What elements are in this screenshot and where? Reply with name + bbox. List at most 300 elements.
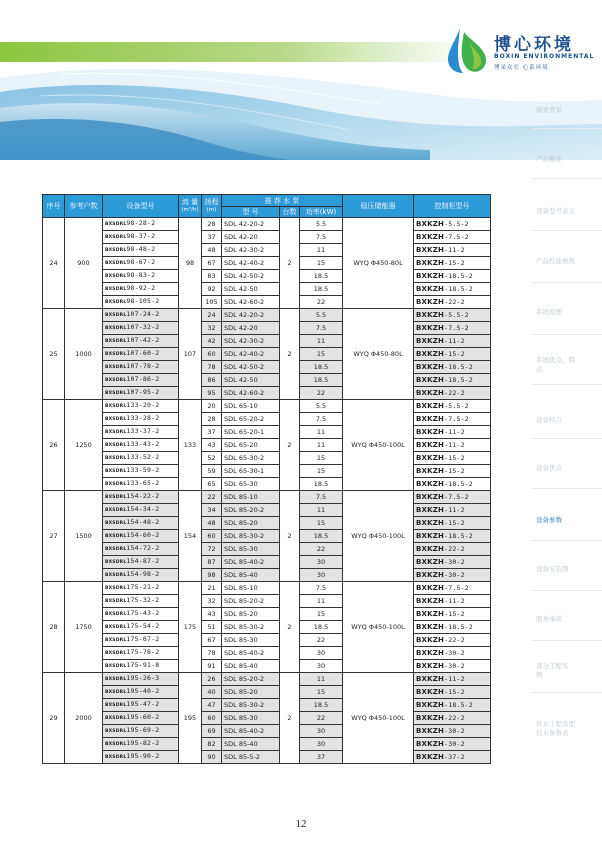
nav-item-advantages[interactable]: 系统优点、特点 — [536, 356, 575, 373]
nav-item-model-meaning[interactable]: 设备型号意义 — [536, 207, 575, 215]
model-prefix: BXSDRL — [105, 248, 127, 253]
nav-item-background[interactable]: 研发背景 — [536, 106, 562, 114]
cell-model — [103, 569, 179, 582]
model-value: 195-82-2 — [126, 739, 160, 747]
cell-pump-model: SDL 42-50 — [222, 283, 280, 296]
cell-model — [103, 530, 179, 543]
nav-item-service[interactable]: 服务承诺 — [536, 615, 562, 623]
cell-pump-power: 30 — [300, 660, 343, 673]
cell-pump-power: 7.5 — [300, 322, 343, 335]
cell-model — [103, 218, 179, 231]
col-header-head-unit: (m) — [206, 207, 217, 213]
cell-tank: WYQ Φ450-80L — [343, 218, 414, 309]
cell-pump-model: SDL 65-20-1 — [222, 426, 280, 439]
nav-item-performance[interactable]: 产品性能参数 — [536, 257, 575, 265]
model-value: 98-67-2 — [126, 258, 156, 266]
cell-pump-power: 30 — [300, 647, 343, 660]
cabinet-value: -22-2 — [444, 636, 465, 644]
model-value: 154-22-2 — [126, 492, 160, 500]
cabinet-value: -7.5-2 — [444, 584, 469, 592]
cell-head: 65 — [202, 478, 222, 491]
cabinet-prefix: BXKZH — [416, 610, 445, 618]
cell-cabinet — [414, 595, 491, 608]
cabinet-value: -37-2 — [444, 753, 465, 761]
cell-cabinet — [414, 569, 491, 582]
model-value: 133-43-2 — [126, 440, 160, 448]
cabinet-prefix: BXKZH — [416, 363, 445, 371]
model-prefix: BXSDRL — [105, 716, 127, 721]
table-row — [43, 283, 491, 296]
cell-cabinet — [414, 621, 491, 634]
cabinet-value: -11-2 — [444, 246, 465, 254]
table-row — [43, 725, 491, 738]
cell-flow: 175 — [179, 582, 202, 673]
table-row — [43, 595, 491, 608]
model-prefix: BXSDRL — [105, 443, 127, 448]
model-prefix: BXSDRL — [105, 690, 127, 695]
cabinet-prefix: BXKZH — [416, 636, 445, 644]
model-value: 133-52-2 — [126, 453, 160, 461]
cabinet-value: -15-2 — [444, 519, 465, 527]
cell-tank: WYQ Φ450-100L — [343, 491, 414, 582]
model-value: 154-60-2 — [126, 531, 160, 539]
col-header-households: 参考户数 — [65, 195, 103, 218]
cabinet-prefix: BXKZH — [416, 415, 445, 423]
cell-pump-power: 22 — [300, 712, 343, 725]
table-row — [43, 660, 491, 673]
cell-model — [103, 556, 179, 569]
cell-pump-model: SDL 85-30-2 — [222, 621, 280, 634]
nav-item-principle[interactable]: 系统原理 — [536, 308, 562, 316]
cabinet-prefix: BXKZH — [416, 480, 445, 488]
cell-cabinet — [414, 413, 491, 426]
cell-model — [103, 712, 179, 725]
cell-head: 28 — [202, 413, 222, 426]
cell-pump-count: 2 — [280, 309, 300, 400]
cell-model — [103, 439, 179, 452]
table-row — [43, 699, 491, 712]
cell-head: 69 — [202, 725, 222, 738]
cell-cabinet — [414, 699, 491, 712]
cell-pump-model: SDL 85-10 — [222, 582, 280, 595]
cell-head: 78 — [202, 647, 222, 660]
model-prefix: BXSDRL — [105, 755, 127, 760]
cell-head: 105 — [202, 296, 222, 309]
cell-seq: 24 — [43, 218, 65, 309]
cell-households: 1250 — [65, 400, 103, 491]
cell-pump-power: 11 — [300, 595, 343, 608]
cell-pump-power: 15 — [300, 452, 343, 465]
cabinet-value: -18.5-2 — [444, 363, 473, 371]
nav-divider — [532, 230, 602, 231]
cabinet-prefix: BXKZH — [416, 272, 445, 280]
cell-pump-model: SDL 42-20 — [222, 322, 280, 335]
cell-head: 21 — [202, 582, 222, 595]
cell-model — [103, 491, 179, 504]
cabinet-value: -18.5-2 — [444, 623, 473, 631]
model-prefix: BXSDRL — [105, 703, 127, 708]
cell-cabinet — [414, 582, 491, 595]
cell-cabinet — [414, 751, 491, 764]
nav-divider — [532, 128, 602, 129]
cell-pump-power: 15 — [300, 348, 343, 361]
cell-pump-model: SDL 42-40-2 — [222, 348, 280, 361]
cell-pump-power: 5.5 — [300, 309, 343, 322]
table-row — [43, 647, 491, 660]
table-row — [43, 712, 491, 725]
model-prefix: BXSDRL — [105, 235, 127, 240]
cell-model — [103, 270, 179, 283]
cell-cabinet — [414, 322, 491, 335]
cell-pump-model: SDL 42-60-2 — [222, 387, 280, 400]
table-row — [43, 439, 491, 452]
table-row — [43, 517, 491, 530]
model-prefix: BXSDRL — [105, 287, 127, 292]
cabinet-prefix: BXKZH — [416, 545, 445, 553]
cell-head: 98 — [202, 569, 222, 582]
model-prefix: BXSDRL — [105, 456, 127, 461]
model-value: 133-20-2 — [126, 401, 160, 409]
cell-head: 28 — [202, 218, 222, 231]
cell-cabinet — [414, 218, 491, 231]
cell-cabinet — [414, 244, 491, 257]
col-header-flow-unit: (m³/h) — [181, 207, 199, 213]
cell-head: 67 — [202, 257, 222, 270]
cabinet-prefix: BXKZH — [416, 662, 445, 670]
cell-head: 42 — [202, 335, 222, 348]
cell-head: 37 — [202, 426, 222, 439]
model-value: 195-40-2 — [126, 687, 160, 695]
cabinet-value: -15-2 — [444, 610, 465, 618]
side-nav — [532, 100, 602, 800]
model-prefix: BXSDRL — [105, 391, 127, 396]
table-row — [43, 673, 491, 686]
model-value: 133-59-2 — [126, 466, 160, 474]
cell-cabinet — [414, 439, 491, 452]
nav-divider — [532, 640, 602, 641]
cell-model — [103, 673, 179, 686]
cell-pump-model: SDL 85-20-2 — [222, 595, 280, 608]
cell-model — [103, 361, 179, 374]
cell-pump-model: SDL 42-20 — [222, 231, 280, 244]
model-prefix: BXSDRL — [105, 651, 127, 656]
model-prefix: BXSDRL — [105, 534, 127, 539]
cell-pump-model: SDL 65-30 — [222, 478, 280, 491]
nav-item-merits[interactable]: 设备优点 — [536, 464, 562, 472]
cell-cabinet — [414, 556, 491, 569]
nav-item-overview[interactable]: 产品概述 — [536, 155, 562, 163]
cabinet-prefix: BXKZH — [416, 467, 445, 475]
cabinet-prefix: BXKZH — [416, 311, 445, 319]
cabinet-prefix: BXKZH — [416, 350, 445, 358]
cell-model — [103, 504, 179, 517]
cabinet-prefix: BXKZH — [416, 454, 445, 462]
cell-tank: WYQ Φ450-100L — [343, 400, 414, 491]
cell-pump-model: SDL 65-20-2 — [222, 413, 280, 426]
model-value: 133-37-2 — [126, 427, 160, 435]
cabinet-prefix: BXKZH — [416, 688, 445, 696]
cabinet-value: -7.5-2 — [444, 415, 469, 423]
cell-pump-model: SDL 85-20-2 — [222, 673, 280, 686]
model-value: 195-47-2 — [126, 700, 160, 708]
cell-pump-model: SDL 42-40-2 — [222, 257, 280, 270]
water-drop-logo-icon — [446, 26, 490, 74]
cabinet-value: -15-2 — [444, 688, 465, 696]
cell-cabinet — [414, 257, 491, 270]
cell-model — [103, 309, 179, 322]
model-prefix: BXSDRL — [105, 508, 127, 513]
cell-pump-model: SDL 42-60-2 — [222, 296, 280, 309]
model-value: 107-86-2 — [126, 375, 160, 383]
col-header-head — [202, 195, 222, 218]
model-prefix: BXSDRL — [105, 365, 127, 370]
cell-model — [103, 725, 179, 738]
cell-head: 48 — [202, 244, 222, 257]
cabinet-value: -22-2 — [444, 389, 465, 397]
model-prefix: BXSDRL — [105, 222, 127, 227]
nav-divider — [532, 282, 602, 283]
cell-head: 22 — [202, 491, 222, 504]
col-header-tank: 稳压储能器 — [343, 195, 414, 218]
cell-pump-power: 11 — [300, 504, 343, 517]
cell-pump-model: SDL 42-30-2 — [222, 335, 280, 348]
cell-pump-model: SDL 85-20 — [222, 686, 280, 699]
cabinet-prefix: BXKZH — [416, 428, 445, 436]
table-row — [43, 738, 491, 751]
cell-model — [103, 543, 179, 556]
cell-pump-count: 2 — [280, 673, 300, 764]
cell-pump-model: SDL 65-20 — [222, 439, 280, 452]
cabinet-value: -22-2 — [444, 714, 465, 722]
nav-item-parameters[interactable]: 设备参数 — [536, 516, 562, 524]
cell-pump-power: 15 — [300, 608, 343, 621]
cell-seq: 28 — [43, 582, 65, 673]
cell-pump-power: 30 — [300, 556, 343, 569]
cabinet-prefix: BXKZH — [416, 558, 445, 566]
model-value: 107-95-2 — [126, 388, 160, 396]
cell-pump-power: 18.5 — [300, 621, 343, 634]
cabinet-prefix: BXKZH — [416, 389, 445, 397]
cell-pump-power: 30 — [300, 569, 343, 582]
table-row — [43, 608, 491, 621]
model-value: 107-42-2 — [126, 336, 160, 344]
nav-divider — [532, 178, 602, 179]
nav-item-installation[interactable]: 设备安装图 — [536, 565, 569, 573]
cell-cabinet — [414, 686, 491, 699]
cabinet-prefix: BXKZH — [416, 571, 445, 579]
cell-cabinet — [414, 361, 491, 374]
cell-head: 78 — [202, 361, 222, 374]
cell-model — [103, 413, 179, 426]
cell-tank: WYQ Φ450-100L — [343, 673, 414, 764]
model-prefix: BXSDRL — [105, 664, 127, 669]
table-row — [43, 543, 491, 556]
cell-pump-count: 2 — [280, 582, 300, 673]
cell-head: 60 — [202, 712, 222, 725]
model-prefix: BXSDRL — [105, 560, 127, 565]
nav-item-features[interactable]: 设备特点 — [536, 416, 562, 424]
cell-head: 60 — [202, 530, 222, 543]
cell-pump-power: 7.5 — [300, 231, 343, 244]
col-header-pump-count: 台数 — [280, 207, 300, 218]
cell-head: 67 — [202, 634, 222, 647]
table-row — [43, 218, 491, 231]
cell-cabinet — [414, 517, 491, 530]
table-row — [43, 296, 491, 309]
model-value: 133-65-2 — [126, 479, 160, 487]
brand-name-en: BOXIN ENVIRONMENTAL — [494, 53, 595, 60]
model-value: 98-48-2 — [126, 245, 156, 253]
model-value: 98-105-2 — [126, 297, 160, 305]
cabinet-prefix: BXKZH — [416, 324, 445, 332]
table-row — [43, 426, 491, 439]
cabinet-value: -15-2 — [444, 467, 465, 475]
cell-pump-model: SDL 85-40 — [222, 569, 280, 582]
cabinet-value: -30-2 — [444, 649, 465, 657]
model-prefix: BXSDRL — [105, 495, 127, 500]
cell-pump-model: SDL 42-30-2 — [222, 244, 280, 257]
cabinet-value: -11-2 — [444, 337, 465, 345]
cell-head: 82 — [202, 738, 222, 751]
cabinet-prefix: BXKZH — [416, 402, 445, 410]
cell-pump-power: 18.5 — [300, 530, 343, 543]
cell-pump-model: SDL 65-30-2 — [222, 452, 280, 465]
model-value: 107-78-2 — [126, 362, 160, 370]
nav-item-selection[interactable]: 供水工程选型技术参数表 — [536, 720, 575, 737]
model-value: 98-28-2 — [126, 219, 156, 227]
cell-head: 48 — [202, 517, 222, 530]
cell-model — [103, 517, 179, 530]
table-row — [43, 361, 491, 374]
cell-pump-power: 18.5 — [300, 699, 343, 712]
cabinet-prefix: BXKZH — [416, 506, 445, 514]
table-row — [43, 348, 491, 361]
model-prefix: BXSDRL — [105, 638, 127, 643]
table-row — [43, 374, 491, 387]
cell-head: 95 — [202, 387, 222, 400]
cabinet-value: -5.5-2 — [444, 311, 469, 319]
cabinet-value: -7.5-2 — [444, 233, 469, 241]
model-value: 154-34-2 — [126, 505, 160, 513]
model-value: 195-26-3 — [126, 674, 160, 682]
cabinet-value: -30-2 — [444, 558, 465, 566]
cell-model — [103, 452, 179, 465]
cell-pump-power: 11 — [300, 335, 343, 348]
cabinet-prefix: BXKZH — [416, 727, 445, 735]
cell-cabinet — [414, 283, 491, 296]
cabinet-value: -5.5-2 — [444, 220, 469, 228]
cell-flow: 133 — [179, 400, 202, 491]
model-value: 154-98-2 — [126, 570, 160, 578]
model-prefix: BXSDRL — [105, 677, 127, 682]
cell-head: 87 — [202, 556, 222, 569]
table-row — [43, 569, 491, 582]
nav-divider — [532, 334, 602, 335]
nav-divider — [532, 692, 602, 693]
cell-pump-model: SDL 85-40-2 — [222, 725, 280, 738]
table-row — [43, 413, 491, 426]
cabinet-prefix: BXKZH — [416, 532, 445, 540]
page-number: 12 — [295, 818, 307, 830]
cell-pump-power: 5.5 — [300, 218, 343, 231]
cabinet-prefix: BXKZH — [416, 740, 445, 748]
cabinet-value: -15-2 — [444, 259, 465, 267]
cell-pump-model: SDL 65-10 — [222, 400, 280, 413]
cell-pump-model: SDL 42-50-2 — [222, 361, 280, 374]
cell-model — [103, 478, 179, 491]
col-header-seq: 序号 — [43, 195, 65, 218]
cabinet-prefix: BXKZH — [416, 246, 445, 254]
cell-pump-model: SDL 85-40 — [222, 660, 280, 673]
model-prefix: BXSDRL — [105, 742, 127, 747]
model-value: 107-60-2 — [126, 349, 160, 357]
cabinet-prefix: BXKZH — [416, 649, 445, 657]
cabinet-value: -5.5-2 — [444, 402, 469, 410]
cabinet-prefix: BXKZH — [416, 337, 445, 345]
cell-flow: 107 — [179, 309, 202, 400]
cabinet-prefix: BXKZH — [416, 376, 445, 384]
cell-tank: WYQ Φ450-80L — [343, 309, 414, 400]
model-value: 175-78-2 — [126, 648, 160, 656]
cell-pump-model: SDL 65-30-1 — [222, 465, 280, 478]
cell-model — [103, 751, 179, 764]
table-row — [43, 556, 491, 569]
cell-model — [103, 608, 179, 621]
cell-cabinet — [414, 348, 491, 361]
cabinet-value: -30-2 — [444, 662, 465, 670]
cell-head: 51 — [202, 621, 222, 634]
table-row — [43, 257, 491, 270]
cell-cabinet — [414, 387, 491, 400]
cell-model — [103, 738, 179, 751]
model-prefix: BXSDRL — [105, 352, 127, 357]
model-prefix: BXSDRL — [105, 300, 127, 305]
cell-pump-model: SDL 85-40-2 — [222, 647, 280, 660]
cell-cabinet — [414, 465, 491, 478]
table-row — [43, 634, 491, 647]
table-row — [43, 491, 491, 504]
cell-cabinet — [414, 543, 491, 556]
cell-pump-power: 22 — [300, 387, 343, 400]
nav-item-projects[interactable]: 部分工程实例 — [536, 662, 569, 679]
cell-pump-power: 18.5 — [300, 283, 343, 296]
model-prefix: BXSDRL — [105, 261, 127, 266]
cell-head: 43 — [202, 608, 222, 621]
cell-head: 24 — [202, 309, 222, 322]
cabinet-prefix: BXKZH — [416, 298, 445, 306]
cell-cabinet — [414, 478, 491, 491]
cabinet-prefix: BXKZH — [416, 441, 445, 449]
table-row — [43, 387, 491, 400]
table-row — [43, 244, 491, 257]
cabinet-value: -11-2 — [444, 597, 465, 605]
col-header-flow — [179, 195, 202, 218]
cell-pump-model: SDL 85-30 — [222, 543, 280, 556]
cell-pump-power: 18.5 — [300, 270, 343, 283]
cell-pump-count: 2 — [280, 491, 300, 582]
cell-seq: 27 — [43, 491, 65, 582]
cell-pump-power: 11 — [300, 439, 343, 452]
cell-pump-power: 15 — [300, 517, 343, 530]
cell-pump-model: SDL 85-30 — [222, 634, 280, 647]
table-row — [43, 231, 491, 244]
cell-cabinet — [414, 530, 491, 543]
cell-model — [103, 621, 179, 634]
cabinet-value: -11-2 — [444, 675, 465, 683]
nav-divider — [532, 438, 602, 439]
cell-cabinet — [414, 504, 491, 517]
cell-cabinet — [414, 712, 491, 725]
